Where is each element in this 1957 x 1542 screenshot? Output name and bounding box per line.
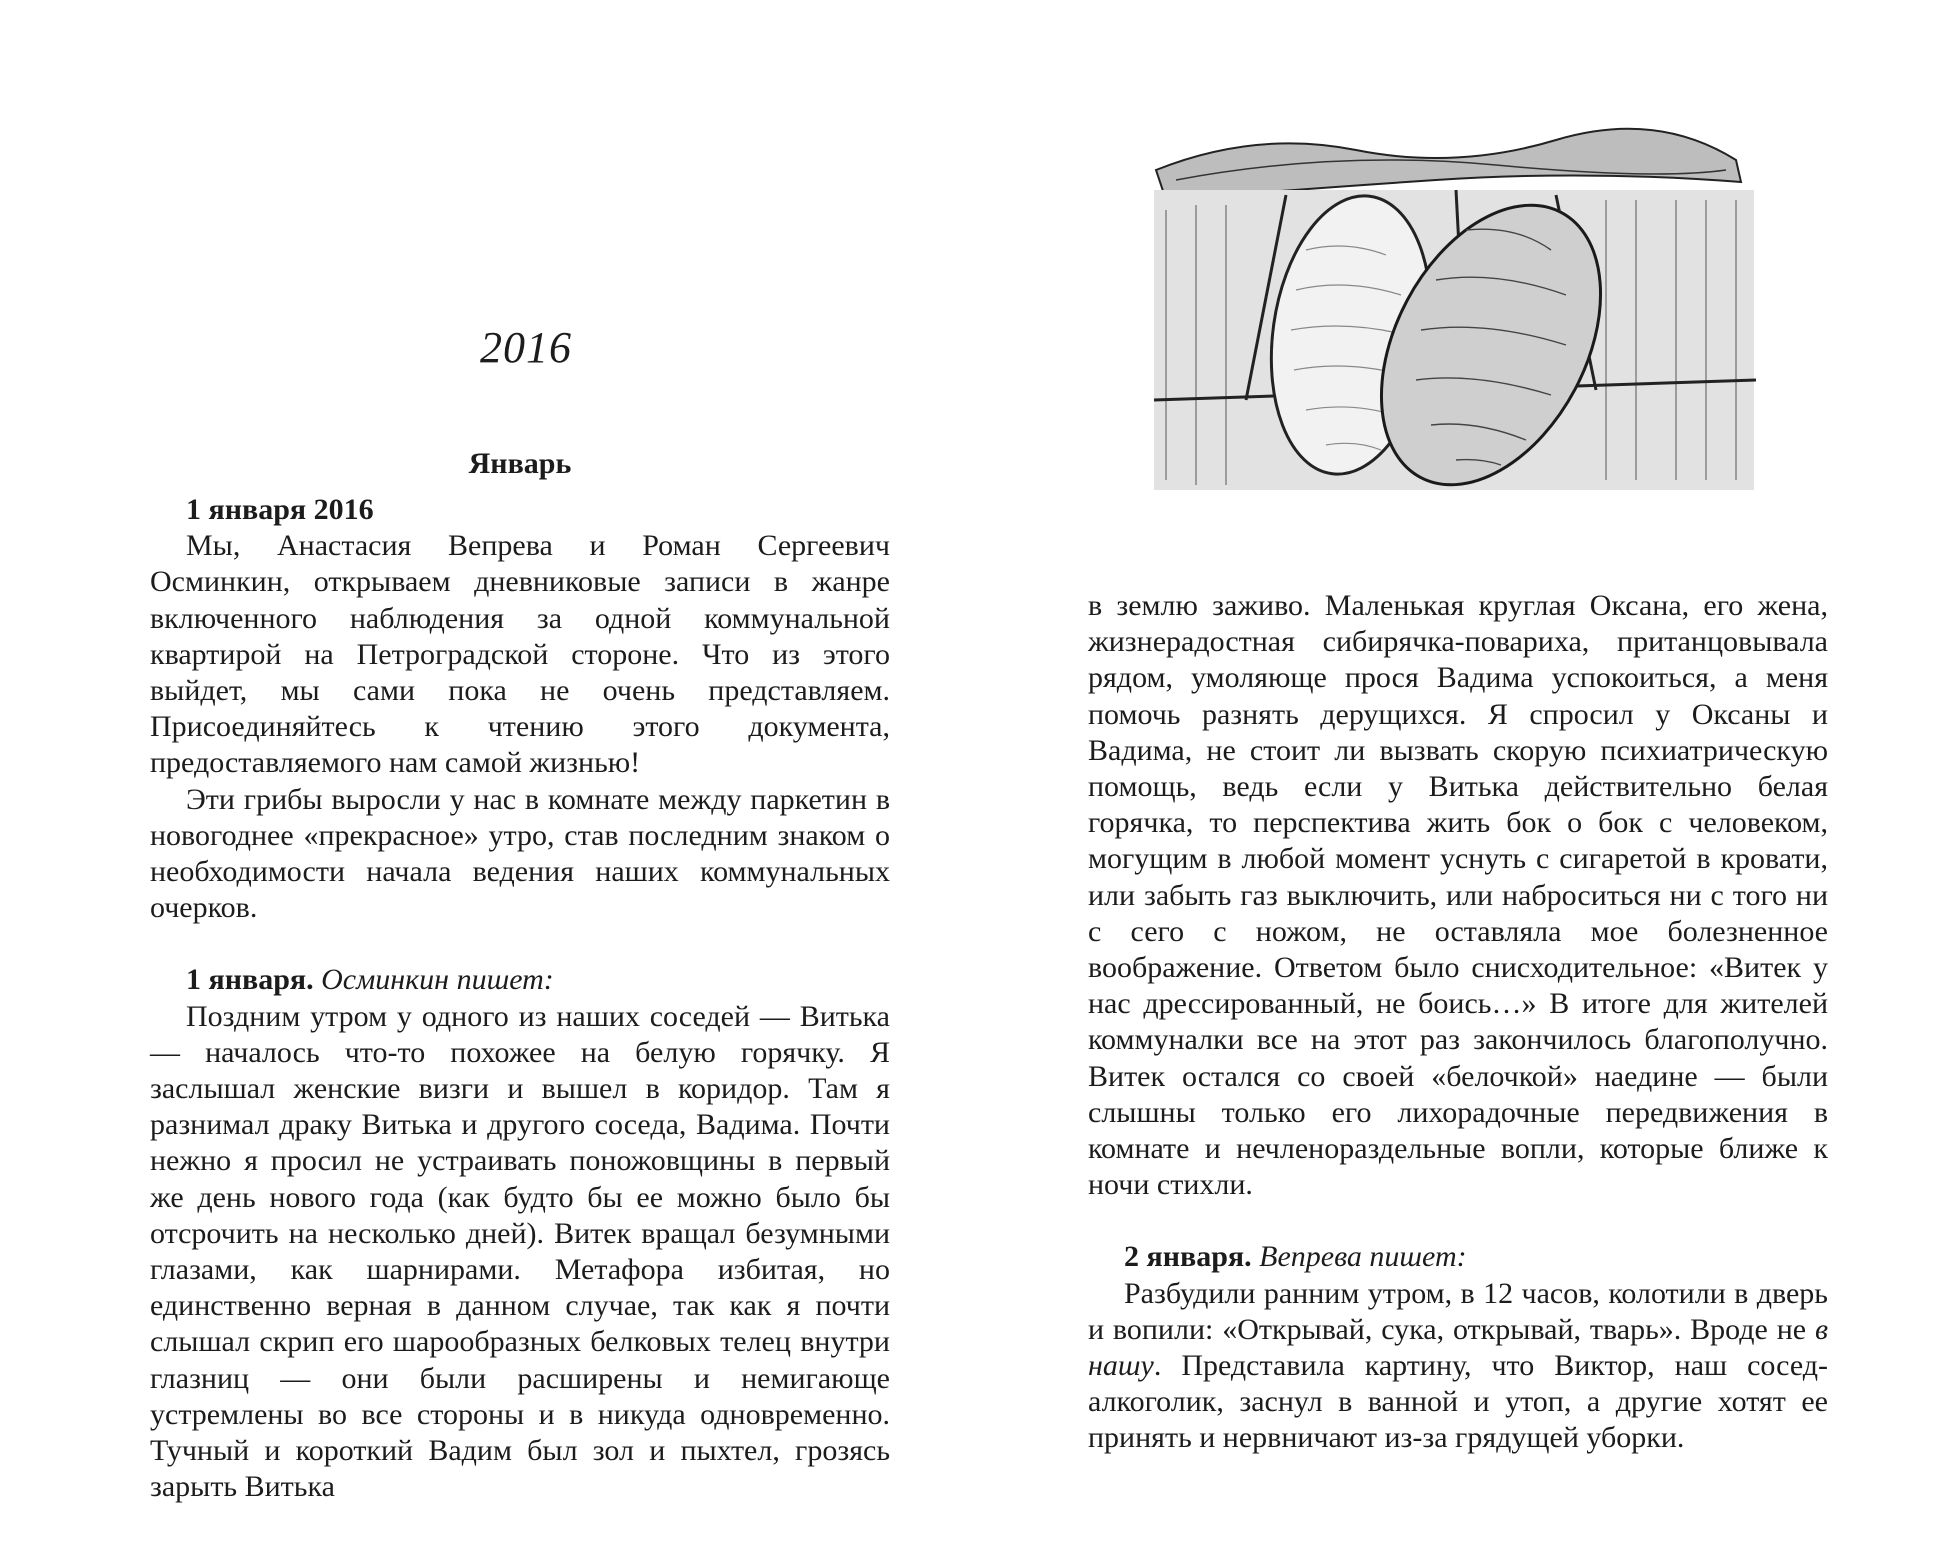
paragraph: Эти грибы выросли у нас в комнате между паркетин в новогоднее «прекрасное» утро, став последним знаком о необходимости начала ведения наших коммунальных очерков. [150, 782, 890, 925]
month-heading: Январь [468, 447, 572, 480]
paragraph: в землю заживо. Маленькая круглая Оксана, его жена, жизнерадостная сибирячка-повариха, пританцовывала рядом, умоляюще прося Вадима успокоиться, а меня помочь разнять дерущихся. Я спросил у Оксаны и Вадима, не стоит ли вызвать скорую психиатрическую помощь, ведь если у Витька действительно белая горячка, то перспектива жить бок о бок с человеком, могущим в любой момент уснуть с сигаретой в кровати, или забыть газ выключить, или наброситься ни с того ни с сего с ножом, не оставляла мое болезненное воображение. Ответом было снисходительное: «Витек у нас дрессированный, не боись…» В итоге для жителей коммуналки все на этот раз закончилось благополучно. Витек остался со своей «белочкой» наедине — были слышны только его лихорадочные передвижения в комнате и нечленораздельные вопли, которые ближе к ночи стихли. [1088, 589, 1828, 1202]
entry-heading [1088, 1239, 1828, 1275]
year-heading: 2016 [480, 323, 572, 372]
right-page [980, 0, 1957, 1542]
paragraph: Поздним утром у одного из наших соседей — Витька — началось что-то похожее на белую горячку. Я заслышал женские визги и вышел в коридор. Там я разнимал драку Витька и другого соседа, Вадима. Почти нежно я просил не устраивать поножовщины в первый же день нового года (как будто бы ее можно было бы отсрочить на несколько дней). Витек вращал безумными глазами, как шарнирами. Метафора избитая, но единственно верная в данном случае, так как я почти слышал скрип его шарообразных белковых телец внутри глазниц — они были расширены и немигающе устремлены во все стороны и в никуда одновременно. Тучный и короткий Вадим был зол и пыхтел, грозясь зарыть Витька [150, 999, 890, 1504]
entry-date: 1 января. [186, 963, 314, 997]
entry-author: Осминкин пишет: [321, 963, 554, 997]
left-column [150, 492, 890, 1505]
entry-date: 1 января 2016 [186, 493, 374, 526]
entry-heading [150, 962, 890, 998]
right-column [1088, 588, 1828, 1457]
mushrooms-illustration [1136, 110, 1766, 510]
entry-date: 2 января. [1124, 1240, 1252, 1274]
paragraph: Разбудили ранним утром, в 12 часов, колотили в дверь и вопили: «Открывай, сука, открывай, тварь». Вроде не в нашу. Представила картину, что Виктор, наш сосед-алкоголик, заснул в ванной и утоп, а другие хотят ее принять и нервничают из-за грядущей уборки. [1088, 1276, 1828, 1455]
paragraph: Мы, Анастасия Вепрева и Роман Сергеевич Осминкин, открываем дневниковые записи в жанре включенного наблюдения за одной коммунальной квартирой на Петроградской стороне. Что из этого выйдет, мы сами пока не очень представляем. Присоединяйтесь к чтению этого документа, предоставляемого нам самой жизнью! [150, 529, 890, 780]
entry-author: Вепрева пишет: [1259, 1240, 1467, 1274]
